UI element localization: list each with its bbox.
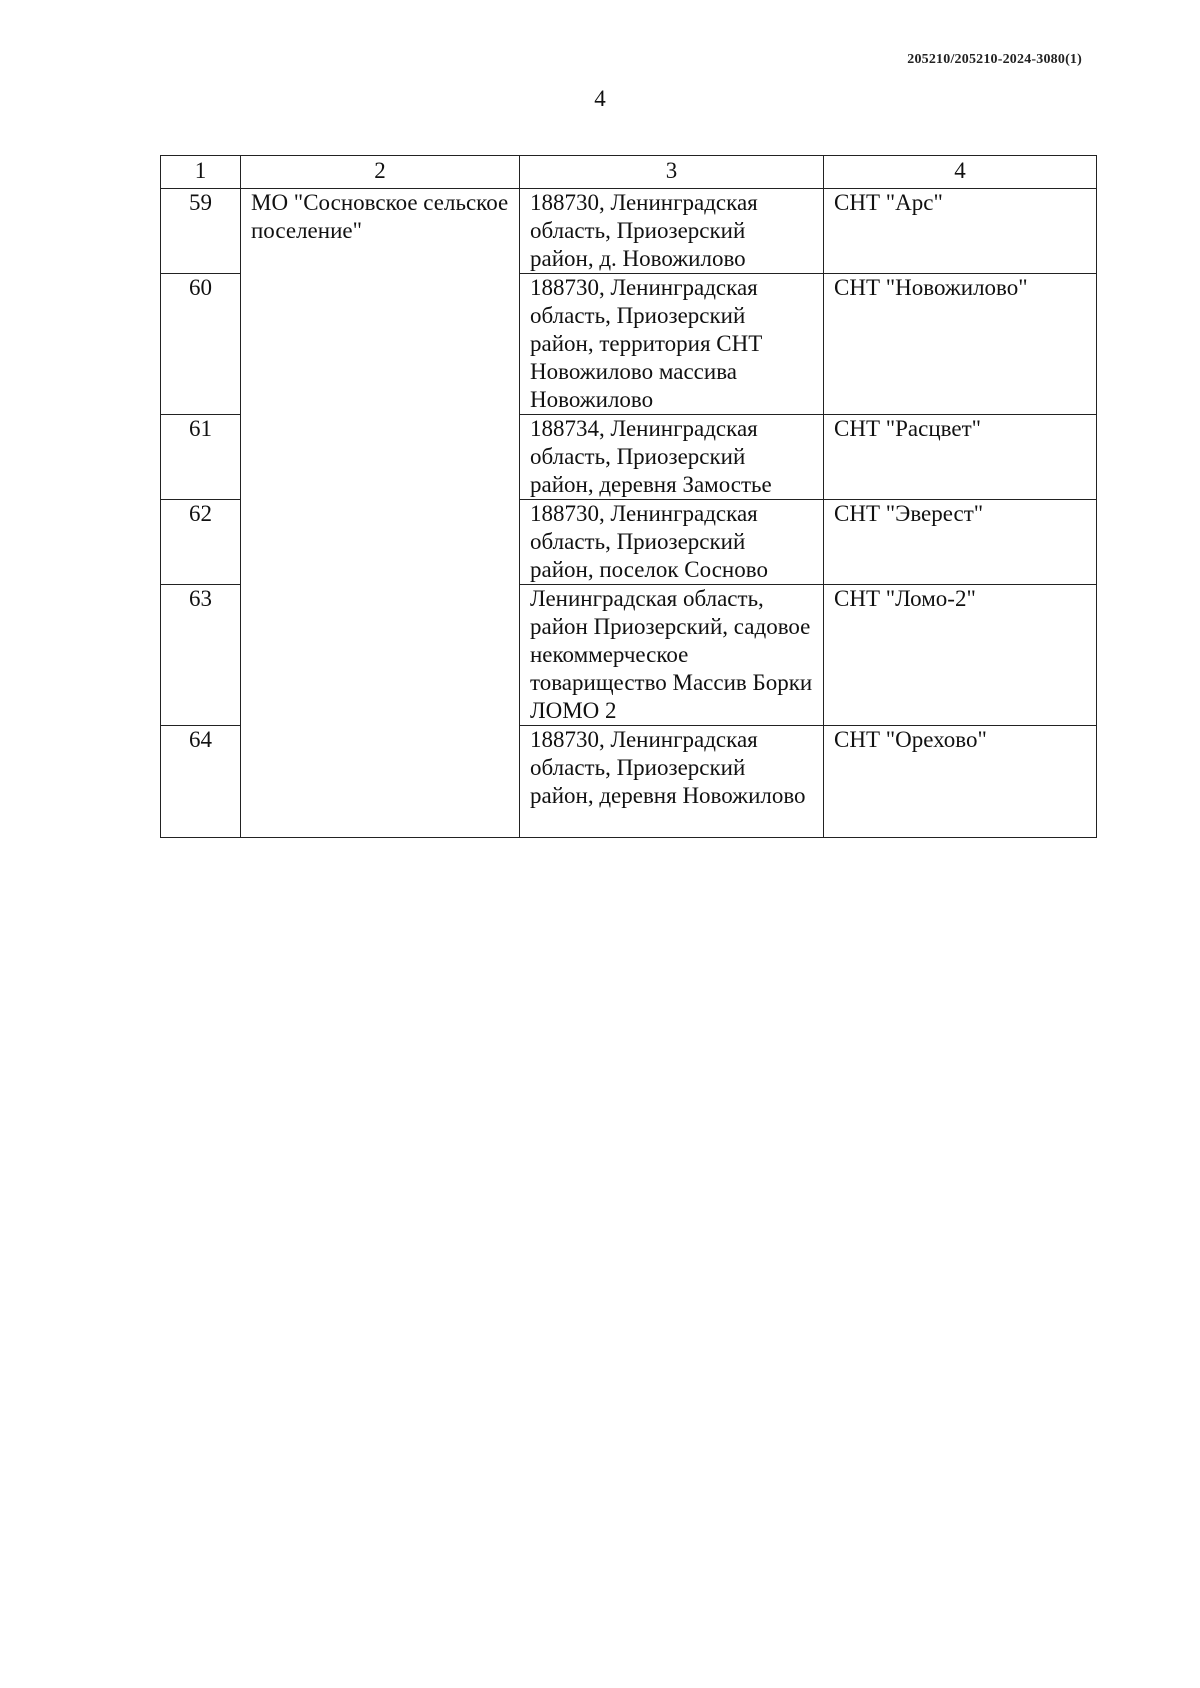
row-number: 62 [161, 500, 241, 585]
header-cell: 3 [520, 156, 824, 189]
snt-cell: СНТ "Эверест" [824, 500, 1097, 585]
address-cell: 188730, Ленинградская область, Приозерский район, поселок Сосново [520, 500, 824, 585]
row-number: 63 [161, 585, 241, 726]
snt-cell: СНТ "Новожилово" [824, 274, 1097, 415]
header-cell: 2 [241, 156, 520, 189]
header-cell: 4 [824, 156, 1097, 189]
row-number: 60 [161, 274, 241, 415]
snt-cell: СНТ "Арс" [824, 189, 1097, 274]
address-cell: Ленинградская область, район Приозерский, садовое некоммерческое товарищество Массив Борки ЛОМО 2 [520, 585, 824, 726]
header-row [161, 156, 1097, 189]
row-number: 64 [161, 726, 241, 838]
snt-cell: СНТ "Орехово" [824, 726, 1097, 838]
header-cell: 1 [161, 156, 241, 189]
table-row [161, 189, 1097, 274]
snt-cell: СНТ "Ломо-2" [824, 585, 1097, 726]
snt-cell: СНТ "Расцвет" [824, 415, 1097, 500]
row-number: 59 [161, 189, 241, 274]
document-id: 205210/205210-2024-3080(1) [907, 52, 1082, 67]
address-cell: 188734, Ленинградская область, Приозерский район, деревня Замостье [520, 415, 824, 500]
address-cell: 188730, Ленинградская область, Приозерский район, д. Новожилово [520, 189, 824, 274]
row-number: 61 [161, 415, 241, 500]
municipality-cell: МО "Сосновское сельское поселение" [241, 189, 520, 838]
register-table [160, 155, 1097, 838]
address-cell: 188730, Ленинградская область, Приозерский район, территория СНТ Новожилово массива Новожилово [520, 274, 824, 415]
address-cell: 188730, Ленинградская область, Приозерский район, деревня Новожилово [520, 726, 824, 838]
page-number: 4 [594, 86, 606, 111]
